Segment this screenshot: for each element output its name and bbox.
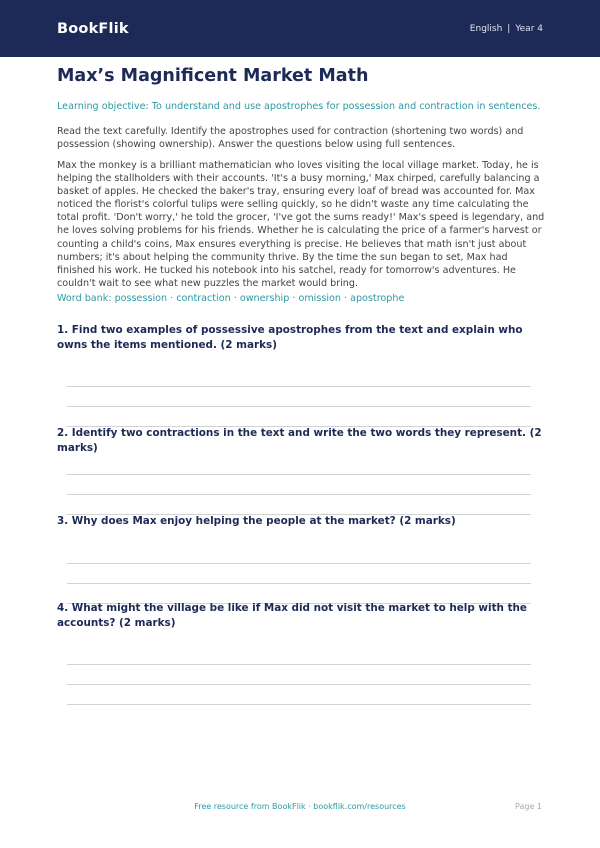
header-bar <box>0 0 600 57</box>
brand-logo[interactable]: BookFlik <box>57 20 129 37</box>
page-number: Page 1 <box>515 802 542 811</box>
answer-line[interactable] <box>67 494 531 495</box>
instructions-text: Read the text carefully. Identify the apostrophes used for contraction (shortening two words) and possession (showing ownership). Answer the questions below using full sentences. <box>57 126 524 150</box>
answer-line[interactable] <box>67 474 531 475</box>
answer-line[interactable] <box>67 406 531 407</box>
subject-year-meta <box>470 24 543 34</box>
answer-line[interactable] <box>67 664 531 665</box>
answer-line[interactable] <box>67 704 531 705</box>
answer-line[interactable] <box>67 583 531 584</box>
meta-separator: | <box>507 23 511 34</box>
word-bank: Word bank: possession · contraction · ownership · omission · apostrophe <box>57 293 405 304</box>
question-1: 1. Find two examples of possessive apostrophes from the text and explain who owns the items mentioned. (2 marks) <box>57 324 523 351</box>
question-2: 2. Identify two contractions in the text and write the two words they represent. (2 marks) <box>57 427 542 454</box>
question-4: 4. What might the village be like if Max did not visit the market to help with the accounts? (2 marks) <box>57 602 527 629</box>
question-3: 3. Why does Max enjoy helping the people at the market? (2 marks) <box>57 515 456 527</box>
footer-credit[interactable]: Free resource from BookFlik · bookflik.com/resources <box>194 802 406 811</box>
answer-line[interactable] <box>67 563 531 564</box>
page-title: Max’s Magnificent Market Math <box>57 66 369 86</box>
subject-label: English <box>469 23 503 34</box>
learning-objective: Learning objective: To understand and use apostrophes for possession and contraction in sentences. <box>57 101 541 112</box>
reading-passage: Max the monkey is a brilliant mathematician who loves visiting the local village market. Today, he is helping the stallholders with their accounts. 'It's a busy morning,' Max chirped, carefully balancing a basket of apples. He checked the baker's tray, ensuring every loaf of bread was accounted for. Max noticed the florist's colorful tulips were selling quickly, so he didn't waste any time calculating the total profit. 'Don't worry,' he told the grocer, 'I've got the sums ready!' Max's speed is legendary, and he loves solving problems for his friends. Whether he is calculating the price of a farmer's harvest or counting a child's coins, Max ensures everything is precise. He believes that math isn't just about numbers; it's about helping the community thrive. By the time the sun began to set, Max had finished his work. He tucked his notebook into his satchel, ready for tomorrow's adventures. He couldn't wait to see what new puzzles the market would bring. <box>57 160 545 289</box>
answer-line[interactable] <box>67 684 531 685</box>
year-label: Year 4 <box>515 23 543 34</box>
answer-line[interactable] <box>67 386 531 387</box>
